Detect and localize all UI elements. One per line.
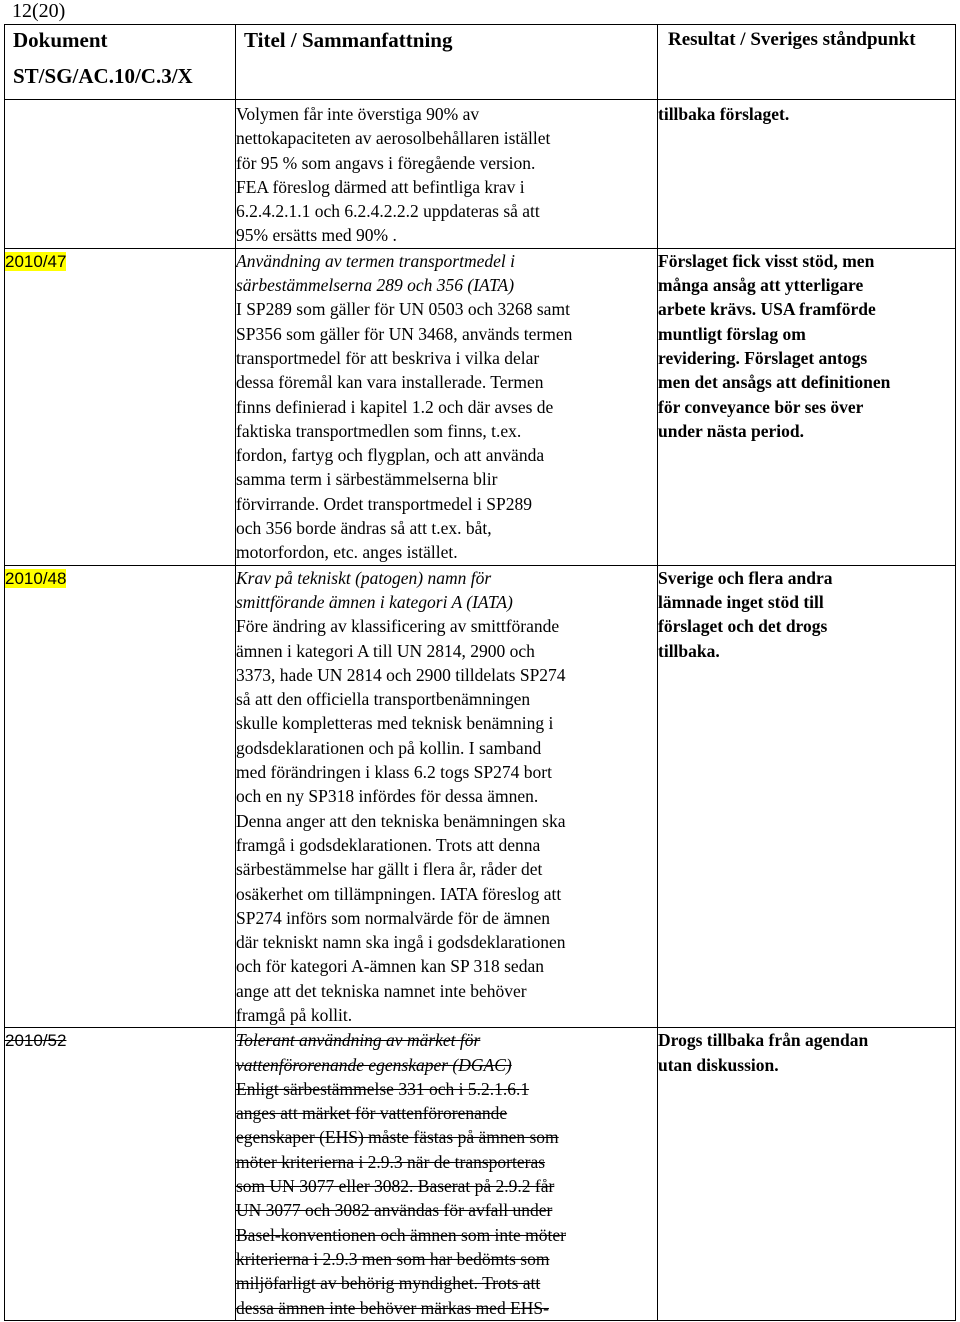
- page-number: 12(20): [12, 0, 66, 22]
- text-line: motorfordon, etc. anges istället.: [236, 542, 458, 563]
- text-line: anges att märket för vattenförorenande: [236, 1103, 508, 1124]
- title-line: särbestämmelserna 289 och 356 (IATA): [236, 275, 515, 296]
- row-id-cell: [5, 248, 236, 565]
- text-line: särbestämmelse har gällt i flera år, råder det: [236, 859, 543, 880]
- row-id-cell: [5, 565, 236, 1028]
- result-line: för conveyance bör ses över: [658, 396, 864, 417]
- result-line: men det ansågs att definitionen: [658, 372, 891, 393]
- result-line: lämnade inget stöd till: [658, 591, 824, 612]
- text-line: 95% ersätts med 90% .: [236, 225, 397, 246]
- row-result-cell: [658, 1028, 956, 1321]
- text-line: för 95 % som angavs i föregående version.: [236, 152, 536, 173]
- table-row: [5, 100, 956, 249]
- row-result: [658, 100, 955, 126]
- text-line: Denna anger att den tekniska benämningen ska: [236, 810, 566, 831]
- header-result: Resultat / Sveriges ståndpunkt: [658, 25, 956, 100]
- text-line: Volymen får inte överstiga 90% av: [236, 104, 480, 124]
- document-table: [4, 24, 956, 1321]
- text-line: miljöfarligt av behörig myndighet. Trots att: [236, 1273, 541, 1294]
- text-line: fordon, fartyg och flygplan, och att använda: [236, 445, 545, 466]
- header-document: [5, 25, 236, 100]
- table-row: [5, 1028, 956, 1321]
- text-line: Basel-konventionen och ämnen som inte möter: [236, 1224, 566, 1245]
- text-line: nettokapaciteten av aerosolbehållaren istället: [236, 128, 551, 149]
- text-line: ämnen i kategori A till UN 2814, 2900 och: [236, 640, 535, 661]
- row-result-cell: [658, 248, 956, 565]
- text-line: framgå i godsdeklarationen. Trots att denna: [236, 834, 541, 855]
- result-line: under nästa period.: [658, 420, 805, 441]
- row-id-cell: [5, 100, 236, 249]
- text-line: där tekniskt namn ska ingå i godsdeklarationen: [236, 932, 566, 953]
- text-line: godsdeklarationen och på kollin. I samband: [236, 737, 542, 758]
- row-text-cell: [236, 1028, 658, 1321]
- text-line: Enligt särbestämmelse 331 och i 5.2.1.6.1: [236, 1078, 530, 1099]
- row-title: [236, 1028, 657, 1077]
- row-result-cell: [658, 565, 956, 1028]
- result-line: tillbaka förslaget.: [658, 104, 790, 124]
- text-line: osäkerhet om tillämpningen. IATA föreslog att: [236, 883, 562, 904]
- text-line: finns definierad i kapitel 1.2 och där avses de: [236, 396, 554, 417]
- row-text-cell: [236, 100, 658, 249]
- result-line: Förslaget fick visst stöd, men: [658, 250, 875, 271]
- text-line: möter kriterierna i 2.9.3 när de transporteras: [236, 1151, 546, 1172]
- text-line: SP356 som gäller för UN 3468, används termen: [236, 323, 573, 344]
- text-line: med förändringen i klass 6.2 togs SP274 bort: [236, 762, 552, 783]
- text-line: 6.2.4.2.1.1 och 6.2.4.2.2.2 uppdateras så att: [236, 201, 540, 222]
- text-line: och 356 borde ändras så att t.ex. båt,: [236, 518, 492, 539]
- document-id-struck: 2010/52: [5, 1031, 67, 1051]
- result-line: Sverige och flera andra: [658, 567, 833, 588]
- row-id-cell: [5, 1028, 236, 1321]
- result-line: revidering. Förslaget antogs: [658, 347, 868, 368]
- document-id-highlighted: 2010/48: [5, 568, 67, 588]
- text-line: 3373, hade UN 2814 och 2900 tilldelats SP274: [236, 664, 566, 685]
- table-row: [5, 248, 956, 565]
- title-line: vattenförorenande egenskaper (DGAC): [236, 1054, 512, 1075]
- header-document-label: Dokument: [13, 28, 108, 52]
- title-line: smittförande ämnen i kategori A (IATA): [236, 591, 513, 612]
- title-line: Tolerant användning av märket för: [236, 1030, 481, 1051]
- text-line: FEA föreslog därmed att befintliga krav i: [236, 176, 525, 197]
- result-line: tillbaka.: [658, 640, 720, 661]
- text-line: dessa föremål kan vara installerade. Termen: [236, 372, 544, 393]
- text-line: kriterierna i 2.9.3 men som har bedömts som: [236, 1248, 550, 1269]
- header-document-ref: ST/SG/AC.10/C.3/X: [13, 64, 193, 88]
- text-line: och för kategori A-ämnen kan SP 318 sedan: [236, 956, 544, 977]
- text-line: UN 3077 och 3082 användas för avfall under: [236, 1200, 553, 1221]
- result-line: Drogs tillbaka från agendan: [658, 1030, 869, 1051]
- text-line: Före ändring av klassificering av smittförande: [236, 616, 560, 637]
- text-line: faktiska transportmedlen som finns, t.ex.: [236, 420, 522, 441]
- title-line: Användning av termen transportmedel i: [236, 250, 515, 271]
- result-line: muntligt förslag om: [658, 323, 806, 344]
- row-title: [236, 249, 657, 298]
- row-title: [236, 566, 657, 615]
- row-result-cell: [658, 100, 956, 249]
- row-text-cell: [236, 565, 658, 1028]
- result-line: arbete krävs. USA framförde: [658, 299, 876, 320]
- text-line: samma term i särbestämmelserna blir: [236, 469, 498, 490]
- table-header-row: [5, 25, 956, 100]
- text-line: transportmedel för att beskriva i vilka delar: [236, 347, 540, 368]
- title-line: Krav på tekniskt (patogen) namn för: [236, 567, 492, 588]
- result-line: utan diskussion.: [658, 1054, 779, 1075]
- text-line: SP274 införs som normalvärde för de ämnen: [236, 907, 550, 928]
- result-line: förslaget och det drogs: [658, 616, 828, 637]
- text-line: förvirrande. Ordet transportmedel i SP289: [236, 493, 532, 514]
- text-line: och en ny SP318 infördes för dessa ämnen.: [236, 786, 539, 807]
- table-row: [5, 565, 956, 1028]
- text-line: som UN 3077 eller 3082. Baserat på 2.9.2 får: [236, 1176, 555, 1197]
- text-line: dessa ämnen inte behöver märkas med EHS-: [236, 1297, 549, 1318]
- row-text: [236, 100, 657, 248]
- text-line: framgå på kollit.: [236, 1004, 353, 1025]
- text-line: egenskaper (EHS) måste fästas på ämnen som: [236, 1127, 559, 1148]
- text-line: I SP289 som gäller för UN 0503 och 3268 samt: [236, 299, 570, 320]
- text-line: skulle kompletteras med teknisk benämning i: [236, 713, 554, 734]
- header-title: Titel / Sammanfattning: [236, 25, 658, 100]
- result-line: många ansåg att ytterligare: [658, 275, 864, 296]
- row-text-cell: [236, 248, 658, 565]
- document-id-highlighted: 2010/47: [5, 251, 67, 271]
- text-line: ange att det tekniska namnet inte behöver: [236, 980, 527, 1001]
- text-line: så att den officiella transportbenämningen: [236, 689, 531, 710]
